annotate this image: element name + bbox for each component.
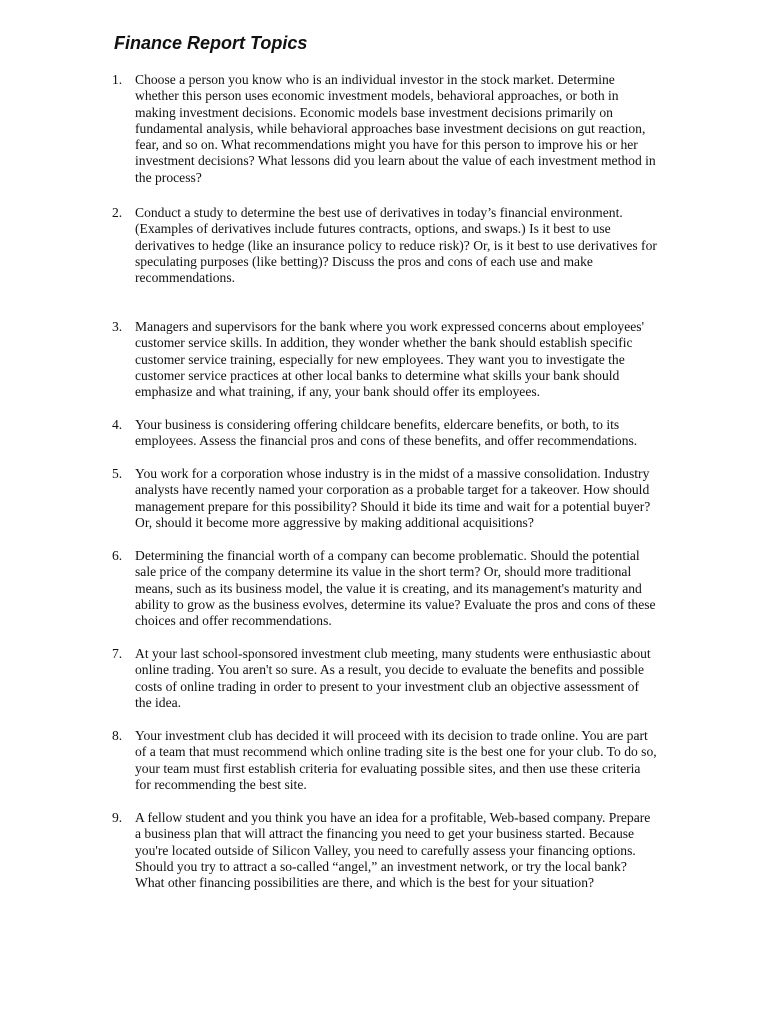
list-item-topic-2 — [112, 205, 657, 286]
list-item-text: Choose a person you know who is an individual investor in the stock market. Determine whether this person uses economic investment models, behavioral approaches, or both in making investment decisions. Economic models base investment decisions primarily on fundamental analysis, while behavioral approaches base investment decisions on gut reaction, fear, and so on. What recommendations might you have for this person to improve his or her investment decisions? What lessons did you learn about the value of each investment method in the process? — [135, 72, 656, 185]
list-item-topic-4 — [112, 417, 657, 450]
list-item-text: Managers and supervisors for the bank where you work expressed concerns about employees' customer service skills. In addition, they wonder whether the bank should establish specific customer service training, especially for new employees. They want you to investigate the customer service practices at other local banks to determine what skills your bank should emphasize and what training, if any, your bank should offer its employees. — [135, 319, 645, 400]
list-item-number: 9. — [112, 810, 123, 825]
list-item-number: 2. — [112, 205, 123, 220]
list-item-text: You work for a corporation whose industry is in the midst of a massive consolidation. Industry analysts have recently named your corporation as a probable target for a takeover. How should management prepare for this possibility? Should it bide its time and wait for a potential buyer? Or, should it become more aggressive by making additional acquisitions? — [135, 466, 651, 530]
list-item-text: At your last school-sponsored investment club meeting, many students were enthusiastic about online trading. You aren't so sure. As a result, you decide to evaluate the benefits and possible costs of online trading in order to present to your investment club an objective assessment of the idea. — [135, 646, 651, 710]
list-item-text: Determining the financial worth of a company can become problematic. Should the potential sale price of the company determine its value in the short term? Or, should more traditional means, such as its business model, the value it is creating, and its management's maturity and ability to grow as the business evolves, determine its value? Evaluate the pros and cons of these choices and offer recommendations. — [135, 548, 656, 629]
list-item-text: Conduct a study to determine the best use of derivatives in today’s financial environment. (Examples of derivatives include futures contracts, options, and swaps.) Is it best to use derivatives to hedge (like an insurance policy to reduce risk)? Or, is it best to use derivatives for speculating purposes (like betting)? Discuss the pros and cons of each use and make recommendations. — [135, 205, 657, 286]
list-item-number: 3. — [112, 319, 123, 334]
list-item-text: Your investment club has decided it will proceed with its decision to trade online. You are part of a team that must recommend which online trading site is the best one for your club. To do so, your team must first establish criteria for evaluating possible sites, and then use these criteria for recommending the best site. — [135, 728, 657, 792]
list-item-number: 7. — [112, 646, 123, 661]
list-item-text: A fellow student and you think you have an idea for a profitable, Web-based company. Prepare a business plan that will attract the financing you need to get your business started. Because you're located outside of Silicon Valley, you need to carefully assess your financing options. Should you try to attract a so-called “angel,” an investment network, or try the local bank? What other financing possibilities are there, and which is the best for your situation? — [135, 810, 651, 891]
list-item-number: 4. — [112, 417, 123, 432]
list-item-topic-6 — [112, 548, 657, 629]
list-item-topic-1 — [112, 72, 657, 186]
list-item-topic-3 — [112, 319, 657, 400]
list-item-number: 6. — [112, 548, 123, 563]
list-item-topic-9 — [112, 810, 657, 891]
list-item-number: 1. — [112, 72, 123, 87]
page-title: Finance Report Topics — [114, 33, 308, 53]
list-item-topic-8 — [112, 728, 657, 793]
list-item-number: 8. — [112, 728, 123, 743]
list-item-topic-5 — [112, 466, 657, 531]
list-item-text: Your business is considering offering childcare benefits, eldercare benefits, or both, to its employees. Assess the financial pros and cons of these benefits, and offer recommendations. — [135, 417, 638, 449]
list-item-number: 5. — [112, 466, 123, 481]
list-item-topic-7 — [112, 646, 657, 711]
